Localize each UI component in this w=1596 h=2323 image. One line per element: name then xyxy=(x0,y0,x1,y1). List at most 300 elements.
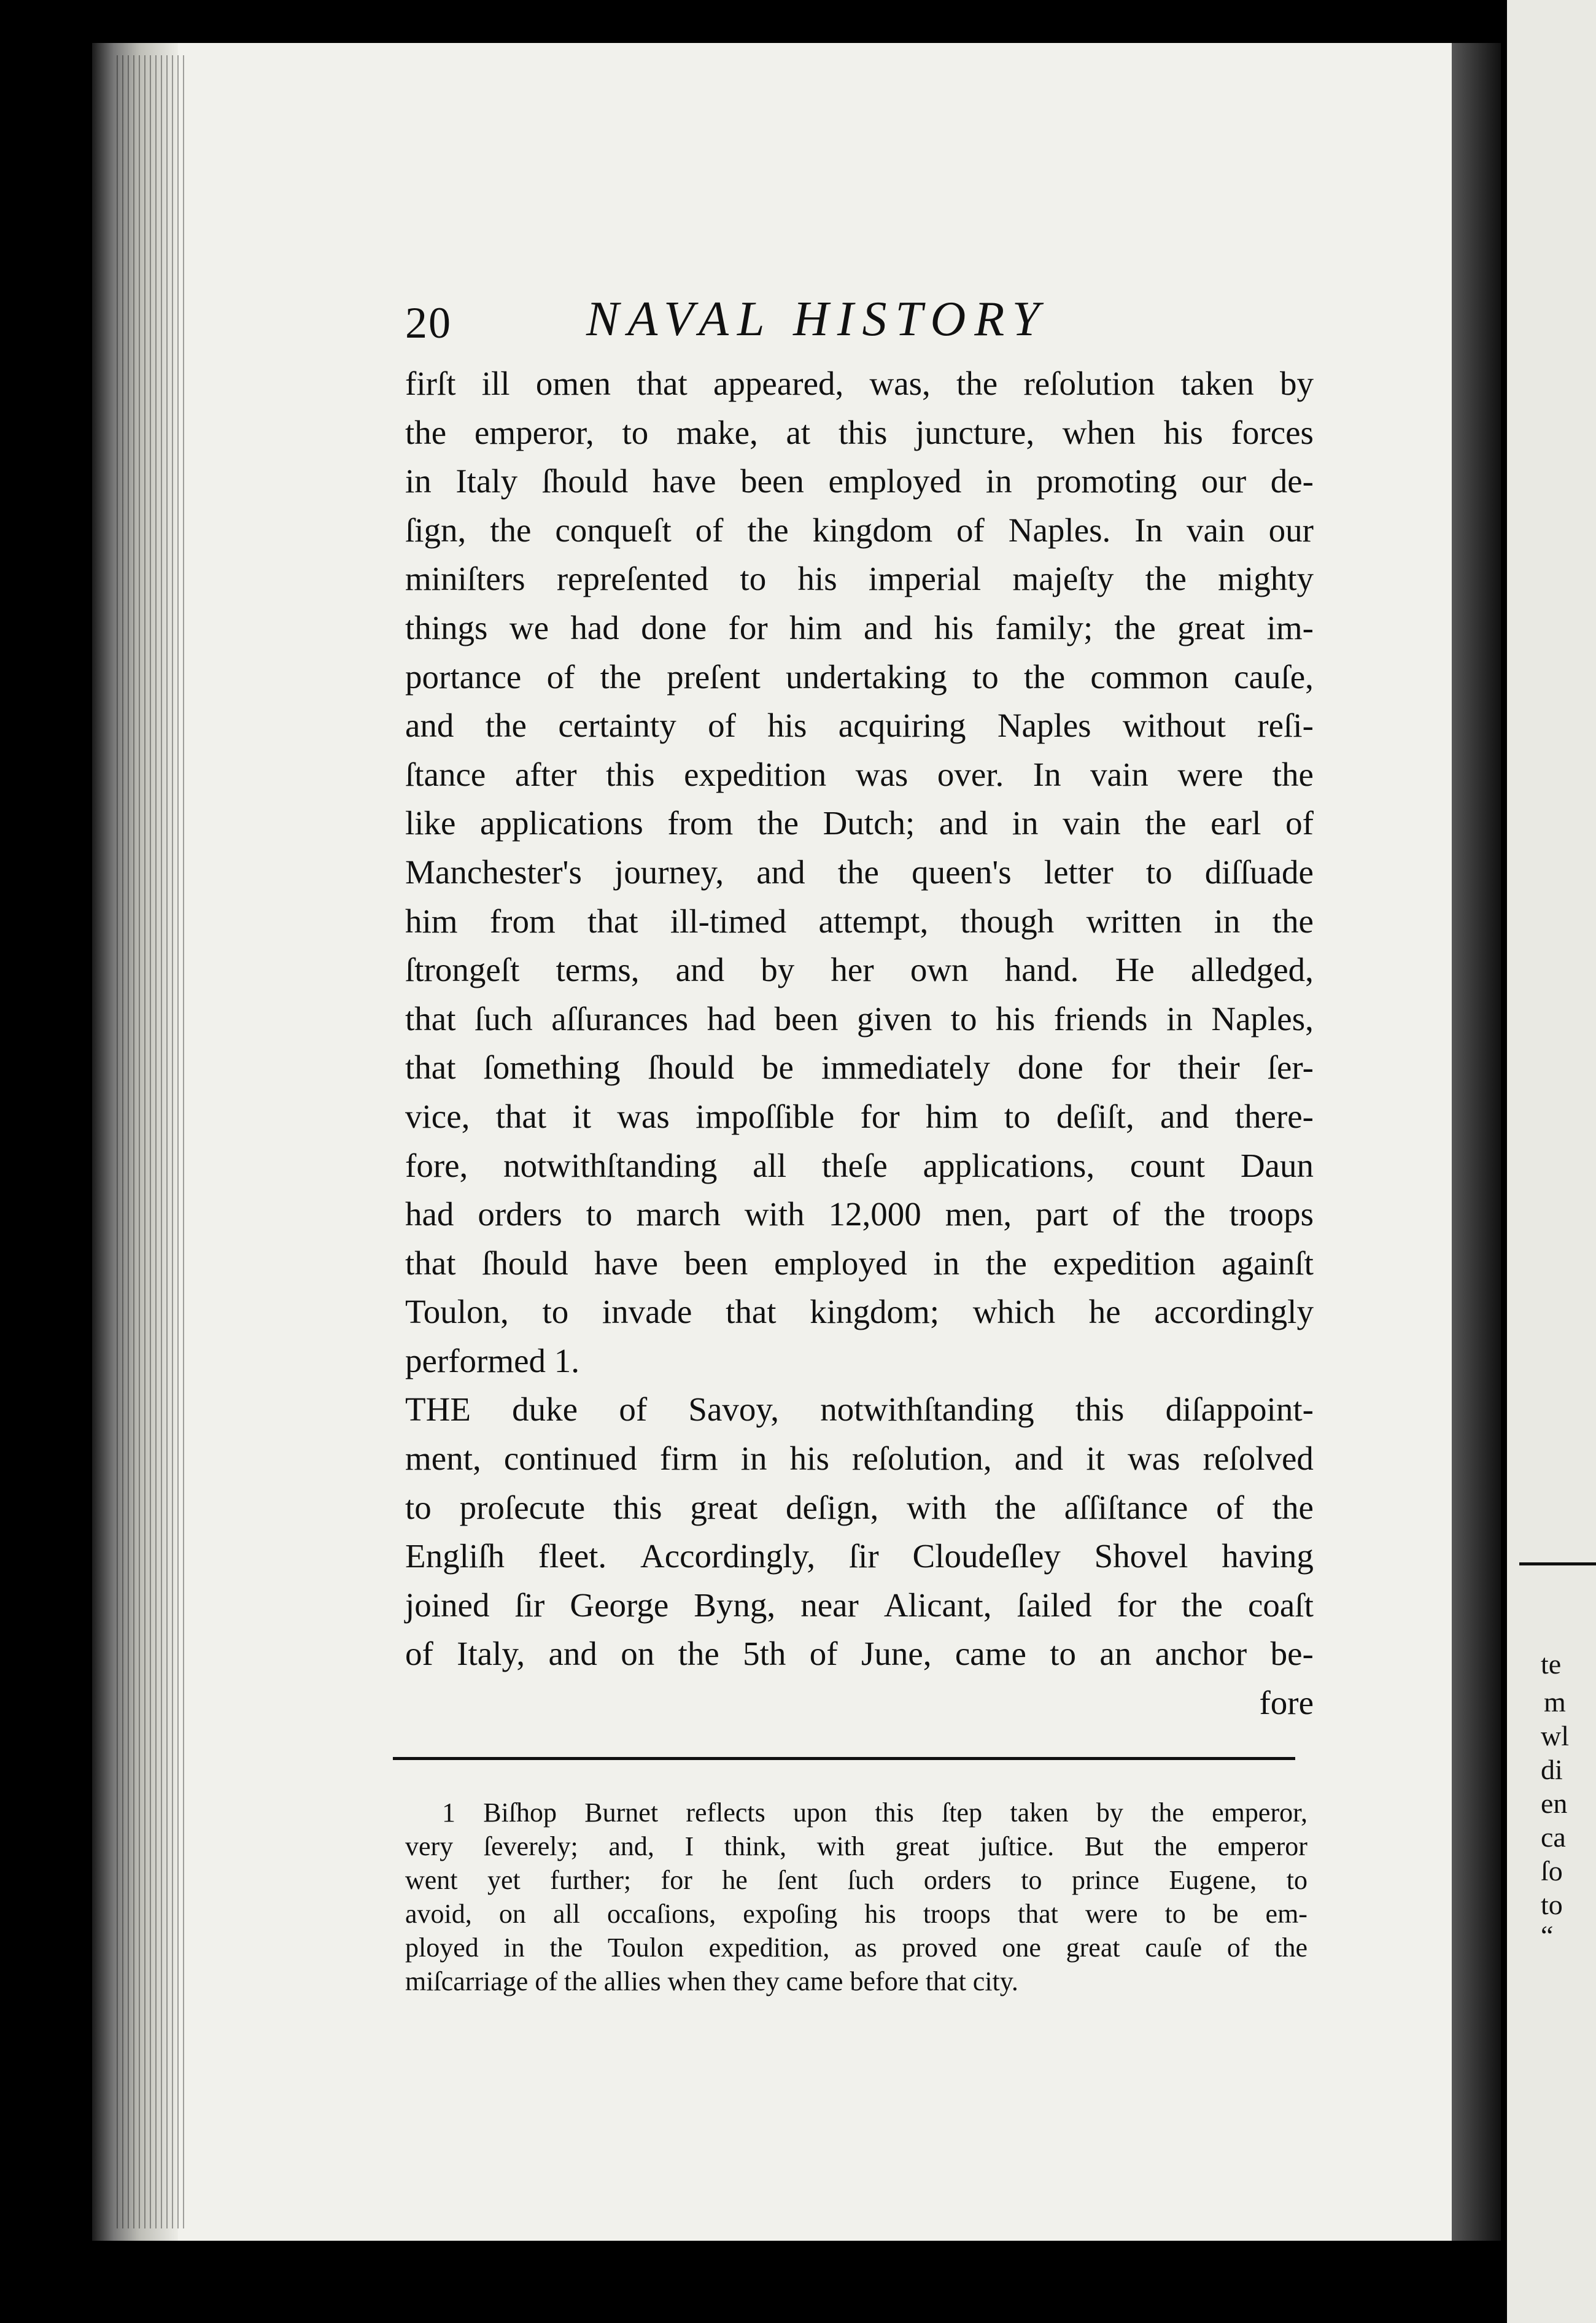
text-line xyxy=(405,1532,1314,1581)
word: be xyxy=(1212,1899,1239,1929)
word: his xyxy=(1163,413,1203,451)
word: the xyxy=(956,365,998,402)
word: have xyxy=(652,462,716,500)
text-line xyxy=(405,1287,1314,1336)
word: letter xyxy=(1044,853,1114,891)
word: to xyxy=(405,1488,432,1526)
text-line xyxy=(405,897,1314,946)
word: after xyxy=(514,755,577,793)
word: ſomething xyxy=(483,1049,621,1087)
adjacent-fragment: wl xyxy=(1541,1720,1569,1751)
word: to xyxy=(1286,1865,1307,1895)
word: all xyxy=(753,1146,787,1184)
word: this xyxy=(838,413,888,451)
word: his xyxy=(767,707,807,745)
word: his xyxy=(797,560,837,598)
text-line xyxy=(405,653,1314,702)
word: repreſented xyxy=(556,560,709,598)
word: applications, xyxy=(923,1146,1095,1184)
word: Naples. xyxy=(1008,511,1111,549)
word: kingdom xyxy=(812,511,933,549)
word: men, xyxy=(945,1195,1012,1233)
word: there- xyxy=(1234,1097,1314,1135)
word: their xyxy=(1177,1049,1240,1087)
word: to xyxy=(622,413,649,451)
word: and xyxy=(939,804,988,842)
adjacent-page xyxy=(1507,0,1596,2323)
word: occaſions, xyxy=(607,1899,716,1929)
word: vain xyxy=(1063,804,1121,842)
word: vain xyxy=(1186,511,1245,549)
text-line xyxy=(405,1629,1314,1678)
word: notwithſtanding xyxy=(820,1390,1034,1429)
word: proved xyxy=(902,1933,977,1963)
word: in xyxy=(985,462,1012,500)
word: it xyxy=(1086,1440,1105,1478)
text-line xyxy=(405,1190,1314,1239)
word: reſi- xyxy=(1257,707,1314,745)
text-line xyxy=(405,1092,1314,1141)
word: for xyxy=(728,608,768,646)
word: portance xyxy=(405,657,522,696)
word: at xyxy=(786,413,811,451)
word: was xyxy=(1128,1440,1180,1478)
word: to xyxy=(1145,853,1172,891)
text-line xyxy=(405,603,1314,653)
word: accordingly xyxy=(1154,1293,1314,1331)
word: done xyxy=(641,608,707,646)
word: for xyxy=(1110,1049,1150,1087)
word: But xyxy=(1084,1831,1124,1861)
word: our xyxy=(1201,462,1247,500)
word: from xyxy=(667,804,734,842)
word: were xyxy=(1177,755,1244,793)
word: the xyxy=(485,707,527,745)
word: immediately xyxy=(821,1049,990,1087)
word: notwithſtanding xyxy=(503,1146,718,1184)
text-line xyxy=(405,1434,1314,1483)
word: and xyxy=(1014,1440,1064,1478)
word: the xyxy=(1145,804,1187,842)
word: THE xyxy=(405,1390,471,1429)
word: reſolution, xyxy=(852,1440,992,1478)
word: de- xyxy=(1270,462,1314,500)
word: joined xyxy=(405,1586,490,1624)
word: of xyxy=(956,511,985,549)
word: employed xyxy=(828,462,962,500)
word: I xyxy=(684,1831,694,1861)
word: avoid, xyxy=(405,1899,472,1929)
word: and xyxy=(1160,1097,1209,1135)
adjacent-fragment: ca xyxy=(1541,1821,1566,1853)
word: and xyxy=(864,608,913,646)
word: reflects xyxy=(686,1798,765,1828)
word: he xyxy=(722,1865,748,1895)
word: ill xyxy=(481,365,510,402)
word: came xyxy=(955,1635,1026,1673)
word: the xyxy=(994,1488,1036,1526)
word: juſtice. xyxy=(980,1831,1055,1861)
word: the xyxy=(757,804,799,842)
text-line xyxy=(405,799,1314,848)
word: miniſters xyxy=(405,560,525,598)
word: hand. xyxy=(1004,951,1079,989)
running-header xyxy=(405,292,1326,359)
word: diſſuade xyxy=(1204,853,1314,891)
word: written xyxy=(1086,902,1182,940)
word: He xyxy=(1115,951,1155,989)
word: of xyxy=(1285,804,1314,842)
word: of xyxy=(1226,1933,1250,1963)
text-line: fore xyxy=(1259,1684,1314,1722)
word: the xyxy=(678,1635,719,1673)
word: orders xyxy=(923,1865,991,1895)
word: Burnet xyxy=(584,1798,659,1828)
page-gutter-edge xyxy=(1452,43,1501,2241)
word: was xyxy=(855,755,908,793)
word: expedition xyxy=(684,755,827,793)
word: for xyxy=(860,1097,900,1135)
footnote-rule xyxy=(393,1757,1295,1760)
word: ſailed xyxy=(1017,1586,1092,1624)
word: to xyxy=(542,1293,569,1331)
word: as xyxy=(854,1933,877,1963)
word: make, xyxy=(676,413,758,451)
word: our xyxy=(1268,511,1314,549)
word: deſign, xyxy=(786,1488,879,1526)
word: earl xyxy=(1211,804,1261,842)
word: her xyxy=(831,951,874,989)
adjacent-fragment: “ xyxy=(1541,1920,1554,1951)
word: ſhould xyxy=(482,1244,568,1282)
word: that xyxy=(637,365,688,402)
word: ill-timed xyxy=(670,902,787,940)
word: own xyxy=(910,951,969,989)
word: Engliſh xyxy=(405,1537,505,1575)
word: all xyxy=(552,1899,580,1929)
word: em- xyxy=(1265,1899,1307,1929)
word: deſiſt, xyxy=(1056,1097,1134,1135)
text-line xyxy=(405,995,1314,1044)
word: ſir xyxy=(848,1537,879,1575)
word: undertaking xyxy=(786,657,947,696)
word: orders xyxy=(478,1195,562,1233)
word: applications xyxy=(480,804,643,842)
word: 5th xyxy=(743,1635,786,1673)
word: very xyxy=(405,1831,454,1861)
adjacent-fragment: to xyxy=(1541,1889,1563,1920)
text-line xyxy=(405,1385,1314,1434)
word: that xyxy=(495,1097,547,1135)
word: the xyxy=(549,1933,583,1963)
word: the xyxy=(490,511,532,549)
word: theſe xyxy=(821,1146,888,1184)
word: in xyxy=(405,462,432,500)
word: alledged, xyxy=(1190,951,1314,989)
word: for xyxy=(1117,1586,1156,1624)
word: been xyxy=(740,462,804,500)
word: acquiring xyxy=(838,707,966,745)
text-line xyxy=(405,1483,1314,1532)
adjacent-fragment: m xyxy=(1544,1686,1566,1718)
word: and xyxy=(675,951,725,989)
word: proſecute xyxy=(459,1488,586,1526)
word: Accordingly, xyxy=(640,1537,816,1575)
word: preſent xyxy=(667,657,761,696)
word: Naples, xyxy=(1211,999,1314,1037)
word: to xyxy=(1050,1635,1076,1673)
word: his xyxy=(864,1899,896,1929)
word: of xyxy=(1216,1488,1244,1526)
word: ſuch xyxy=(847,1865,894,1895)
word: to xyxy=(950,999,977,1037)
word: were xyxy=(1085,1899,1138,1929)
word: the xyxy=(405,413,447,451)
footnote-line xyxy=(405,1829,1307,1863)
text-line xyxy=(405,408,1314,457)
body-text xyxy=(405,359,1314,1728)
word: with xyxy=(816,1831,866,1861)
adjacent-fragment: te xyxy=(1541,1648,1562,1680)
word: had xyxy=(707,999,756,1037)
word: Shovel xyxy=(1094,1537,1188,1575)
word: emperor xyxy=(1217,1831,1307,1861)
word: the xyxy=(1272,1488,1314,1526)
word: to xyxy=(1021,1865,1042,1895)
word: for xyxy=(660,1865,692,1895)
word: in xyxy=(1214,902,1241,940)
word: and xyxy=(756,853,805,891)
word: Toulon, xyxy=(405,1293,509,1331)
word: cauſe, xyxy=(1234,657,1314,696)
word: family; xyxy=(995,608,1093,646)
word: though xyxy=(960,902,1055,940)
text-line xyxy=(405,506,1314,555)
word: expedition, xyxy=(708,1933,830,1963)
text-line xyxy=(405,1239,1314,1288)
word: to xyxy=(1164,1899,1186,1929)
page-number: 20 xyxy=(405,298,452,347)
word: reſolution xyxy=(1023,365,1155,402)
word: of xyxy=(809,1635,838,1673)
word: him xyxy=(405,902,458,940)
word: on xyxy=(621,1635,655,1673)
adjacent-fragment: ſo xyxy=(1541,1855,1563,1887)
word: attempt, xyxy=(818,902,929,940)
word: of xyxy=(695,511,724,549)
word: march xyxy=(636,1195,721,1233)
word: that xyxy=(726,1293,777,1331)
text-line xyxy=(405,848,1314,897)
word: him xyxy=(789,608,842,646)
word: Eugene, xyxy=(1169,1865,1257,1895)
word: Byng, xyxy=(694,1586,776,1624)
word: aſſurances xyxy=(551,999,689,1037)
word: which xyxy=(972,1293,1056,1331)
word: the xyxy=(1164,1195,1206,1233)
word: in xyxy=(1166,999,1193,1037)
word: continued xyxy=(503,1440,637,1478)
word: near xyxy=(800,1586,859,1624)
word: ſeverely; xyxy=(483,1831,578,1861)
text-line xyxy=(405,701,1314,750)
word: ſign, xyxy=(405,511,467,549)
adjacent-fragment: en xyxy=(1541,1788,1568,1819)
word: to xyxy=(1004,1097,1031,1135)
word: given xyxy=(857,999,932,1037)
footnote-line: miſcarriage of the allies when they came before that city. xyxy=(405,1966,1018,1996)
footnotes xyxy=(405,1796,1307,1998)
word: emperor, xyxy=(1212,1798,1307,1828)
word: by xyxy=(761,951,795,989)
word: was, xyxy=(869,365,931,402)
word: of xyxy=(405,1635,433,1673)
word: yet xyxy=(487,1865,521,1895)
word: the xyxy=(1145,560,1187,598)
word: In xyxy=(1032,755,1061,793)
text-line xyxy=(405,1141,1314,1190)
word: be- xyxy=(1270,1635,1314,1673)
word: this xyxy=(613,1488,662,1526)
word: promoting xyxy=(1036,462,1177,500)
word: invade xyxy=(602,1293,692,1331)
word: Cloudeſley xyxy=(912,1537,1061,1575)
word: forces xyxy=(1231,413,1314,451)
word: count xyxy=(1129,1146,1206,1184)
word: ſir xyxy=(514,1586,545,1624)
word: expoſing xyxy=(743,1899,838,1929)
word: fleet. xyxy=(538,1537,607,1575)
word: the xyxy=(1023,657,1066,696)
word: that xyxy=(587,902,638,940)
word: to xyxy=(586,1195,613,1233)
word: of xyxy=(1112,1195,1141,1233)
word: with xyxy=(907,1488,967,1526)
word: been xyxy=(684,1244,748,1282)
word: troops xyxy=(1229,1195,1314,1233)
word: that xyxy=(1017,1899,1058,1929)
word: reſolved xyxy=(1203,1440,1314,1478)
word: the xyxy=(1181,1586,1223,1624)
word: 12,000 xyxy=(828,1195,921,1233)
word: to xyxy=(740,560,767,598)
word: great xyxy=(1177,608,1245,646)
word: been xyxy=(774,999,839,1037)
word: Savoy, xyxy=(688,1390,780,1429)
word: had xyxy=(405,1195,454,1233)
word: omen xyxy=(535,365,611,402)
word: Italy, xyxy=(457,1635,525,1673)
word: of xyxy=(546,657,575,696)
word: troops xyxy=(923,1899,991,1929)
word: cauſe xyxy=(1145,1933,1203,1963)
word: the xyxy=(1274,1933,1307,1963)
word: queen's xyxy=(912,853,1012,891)
text-line xyxy=(405,1581,1314,1630)
word: Naples xyxy=(997,707,1091,745)
word: kingdom; xyxy=(810,1293,940,1331)
word: an xyxy=(1099,1635,1132,1673)
word: this xyxy=(1075,1390,1125,1429)
word: majeſty xyxy=(1012,560,1114,598)
word: think, xyxy=(724,1831,787,1861)
word: friends xyxy=(1053,999,1148,1037)
word: it xyxy=(572,1097,591,1135)
word: June, xyxy=(861,1635,932,1673)
word: the xyxy=(837,853,879,891)
word: Daun xyxy=(1240,1146,1314,1184)
word: over. xyxy=(937,755,1004,793)
word: great xyxy=(690,1488,758,1526)
word: him xyxy=(925,1097,978,1135)
word: one xyxy=(1002,1933,1041,1963)
word: further; xyxy=(550,1865,632,1895)
word: in xyxy=(933,1244,960,1282)
footnote-line xyxy=(405,1796,1307,1829)
adjacent-footnote-rule xyxy=(1519,1562,1596,1565)
word: fore, xyxy=(405,1146,468,1184)
word: the xyxy=(1114,608,1156,646)
word: ſtep xyxy=(942,1798,983,1828)
word: when xyxy=(1062,413,1136,451)
word: his xyxy=(789,1440,829,1478)
word: impoſſible xyxy=(695,1097,835,1135)
word: upon xyxy=(793,1798,848,1828)
text-line xyxy=(405,359,1314,408)
word: of xyxy=(619,1390,648,1429)
word: the xyxy=(747,511,789,549)
word: the xyxy=(600,657,641,696)
word: we xyxy=(509,608,549,646)
word: ſhould xyxy=(648,1049,735,1087)
adjacent-fragment: di xyxy=(1541,1754,1563,1785)
word: emperor, xyxy=(474,413,594,451)
running-title: NAVAL HISTORY xyxy=(586,292,1048,346)
word: vain xyxy=(1090,755,1149,793)
word: was xyxy=(617,1097,670,1135)
word: that xyxy=(405,999,456,1037)
text-line xyxy=(405,457,1314,506)
footnote-line xyxy=(405,1863,1307,1897)
page-edges xyxy=(117,55,184,2228)
word: 1 xyxy=(442,1798,455,1828)
word: in xyxy=(1012,804,1039,842)
word: the xyxy=(1151,1798,1184,1828)
word: ſhould xyxy=(541,462,629,500)
word: vice, xyxy=(405,1097,470,1135)
word: this xyxy=(875,1798,914,1828)
word: diſappoint- xyxy=(1165,1390,1314,1429)
word: with xyxy=(744,1195,805,1233)
word: have xyxy=(594,1244,658,1282)
word: the xyxy=(1272,902,1314,940)
word: his xyxy=(996,999,1036,1037)
word: journey, xyxy=(614,853,724,891)
word: im- xyxy=(1266,608,1314,646)
word: like xyxy=(405,804,456,842)
word: In xyxy=(1134,511,1163,549)
word: having xyxy=(1222,1537,1314,1575)
word: of xyxy=(708,707,736,745)
text-line xyxy=(405,1043,1314,1092)
word: coaſt xyxy=(1247,1586,1314,1624)
word: employed xyxy=(773,1244,907,1282)
word: Toulon xyxy=(607,1933,684,1963)
footnote-line xyxy=(405,1897,1307,1931)
word: ſent xyxy=(777,1865,818,1895)
word: without xyxy=(1122,707,1226,745)
word: to xyxy=(972,657,999,696)
